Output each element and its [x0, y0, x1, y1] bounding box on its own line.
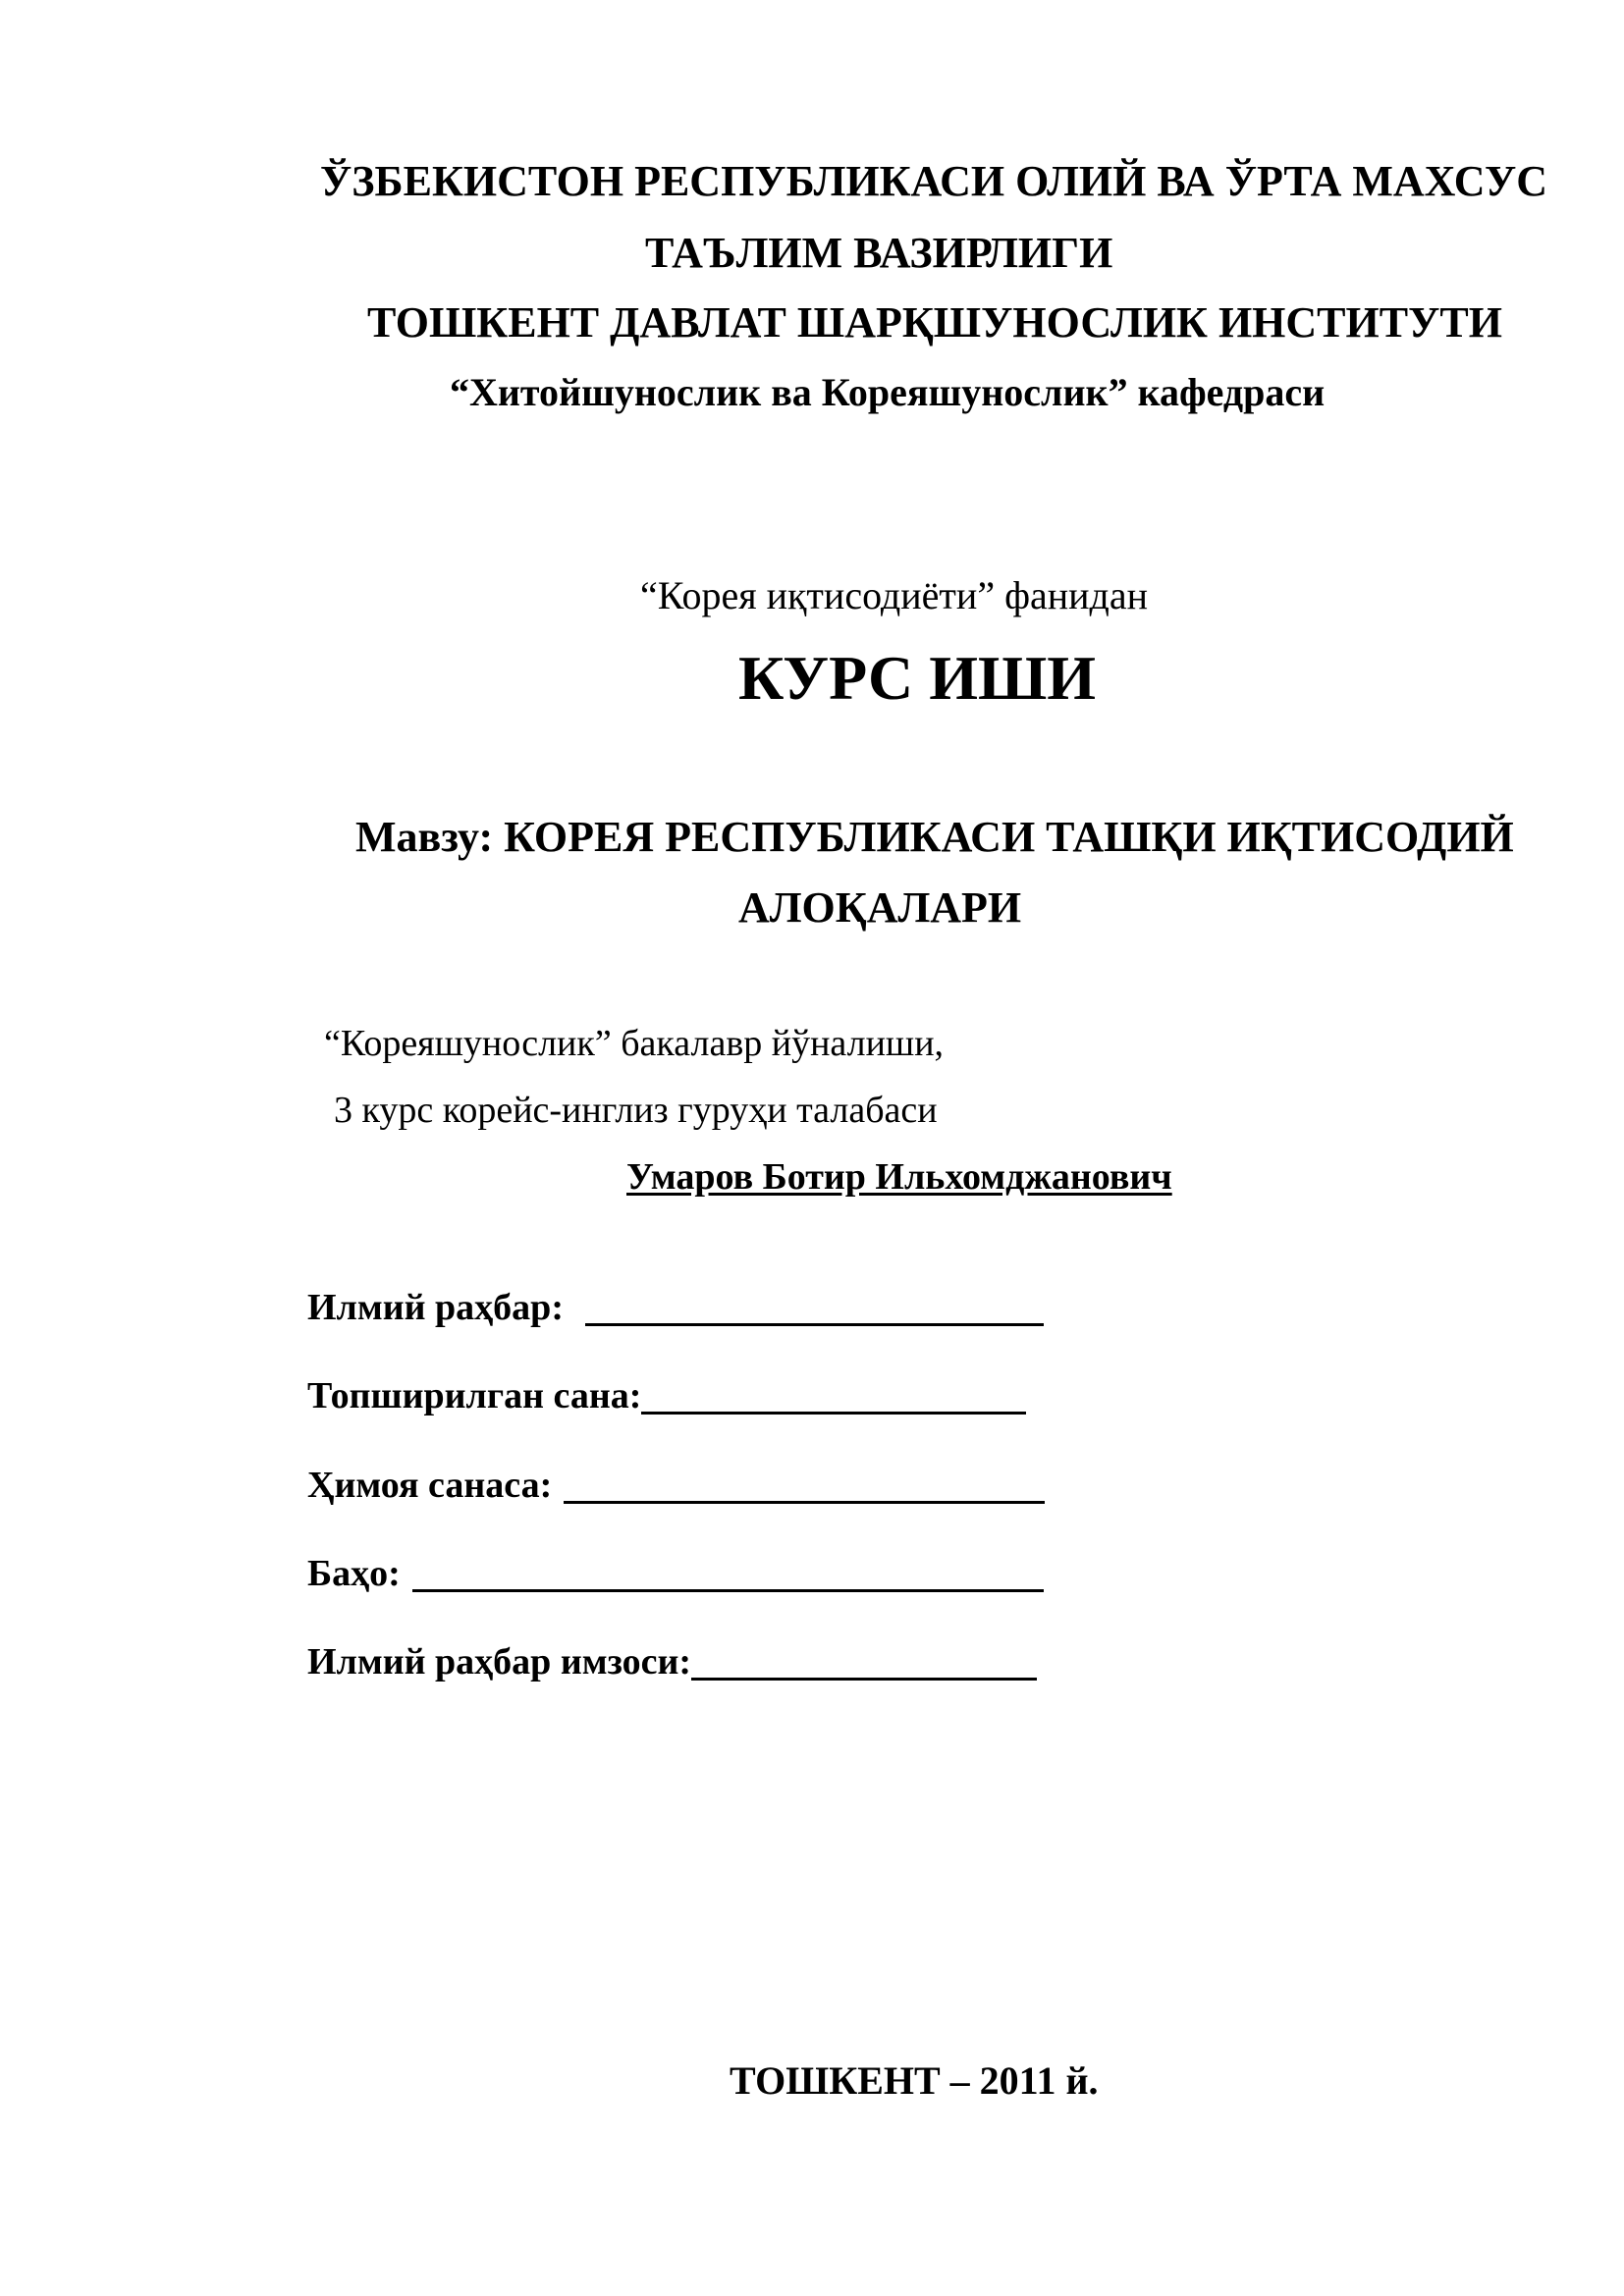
student-group: 3 курс корейс-инглиз гуруҳи талабаси — [334, 1090, 938, 1131]
ministry-line-1: ЎЗБЕКИСТОН РЕСПУБЛИКАСИ ОЛИЙ ВА ЎРТА МАХСУС — [320, 157, 1548, 205]
department-name: “Хитойшунослик ва Кореяшунослик” кафедраси — [450, 370, 1326, 414]
footer-city-year: ТОШКЕНТ – 2011 й. — [730, 2058, 1099, 2103]
grade-field — [307, 1555, 1044, 1592]
defense-date-field — [307, 1467, 1045, 1504]
topic-line-1: Мавзу: КОРЕЯ РЕСПУБЛИКАСИ ТАШҚИ ИҚТИСОДИЙ — [355, 813, 1514, 861]
ministry-line-2: ТАЪЛИМ ВАЗИРЛИГИ — [645, 229, 1113, 277]
supervisor-signature-blank[interactable] — [691, 1648, 1037, 1681]
student-name: Умаров Ботир Ильхомджанович — [626, 1156, 1172, 1198]
subject-line: “Корея иқтисодиёти” фанидан — [640, 573, 1149, 617]
document-type-title: КУРС ИШИ — [738, 643, 1097, 713]
defense-date-blank[interactable] — [564, 1471, 1045, 1504]
supervisor-blank[interactable] — [585, 1294, 1044, 1326]
submission-date-field — [307, 1377, 1026, 1415]
supervisor-label: Илмий раҳбар: — [307, 1287, 564, 1328]
grade-blank[interactable] — [412, 1560, 1044, 1592]
grade-label: Баҳо: — [307, 1553, 401, 1594]
topic-line-2: АЛОҚАЛАРИ — [738, 883, 1022, 932]
student-program: “Кореяшунослик” бакалавр йўналиши, — [324, 1023, 945, 1064]
submission-date-blank[interactable] — [641, 1382, 1026, 1415]
submission-date-label: Топширилган сана: — [307, 1375, 642, 1416]
supervisor-signature-label: Илмий раҳбар имзоси: — [307, 1641, 692, 1682]
defense-date-label: Ҳимоя санаса: — [307, 1465, 553, 1506]
institute-name: ТОШКЕНТ ДАВЛАТ ШАРҚШУНОСЛИК ИНСТИТУТИ — [367, 298, 1502, 347]
supervisor-signature-field — [307, 1643, 1037, 1681]
supervisor-field — [307, 1289, 1044, 1326]
